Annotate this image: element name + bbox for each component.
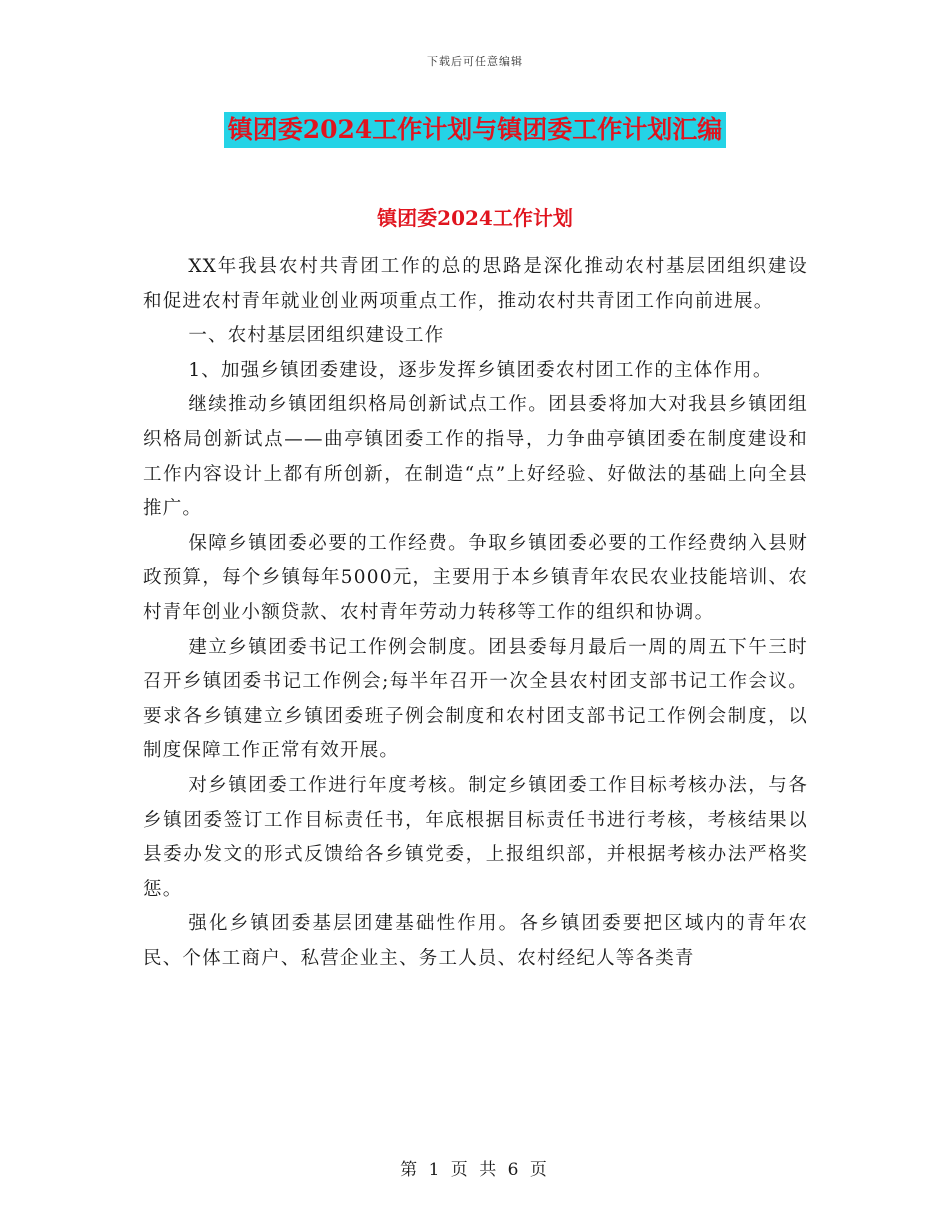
paragraph: 一、农村基层团组织建设工作	[188, 325, 445, 347]
header-note: 下载后可任意编辑	[427, 55, 523, 68]
paragraph: XX年我县农村共青团工作的总的思路是深化推动农村基层团组织建设和促进农村青年就业创业两项重点工作，推动农村共青团工作向前进展。	[143, 256, 808, 312]
paragraph: 保障乡镇团委必要的工作经费。争取乡镇团委必要的工作经费纳入县财政预算，每个乡镇每年5000元，主要用于本乡镇青年农民农业技能培训、农村青年创业小额贷款、农村青年劳动力转移等工作的组织和协调。	[143, 532, 808, 623]
paragraph: 继续推动乡镇团组织格局创新试点工作。团县委将加大对我县乡镇团组织格局创新试点——曲亭镇团委工作的指导，力争曲亭镇团委在制度建设和工作内容设计上都有所创新，在制造“点”上好经验、好做法的基础上向全县推广。	[143, 394, 808, 520]
section-title: 镇团委2024工作计划	[377, 206, 573, 230]
paragraph: 1、加强乡镇团委建设，逐步发挥乡镇团委农村团工作的主体作用。	[188, 359, 773, 381]
paragraph: 对乡镇团委工作进行年度考核。制定乡镇团委工作目标考核办法，与各乡镇团委签订工作目标责任书，年底根据目标责任书进行考核，考核结果以县委办发文的形式反馈给各乡镇党委，上报组织部，并根据考核办法严格奖惩。	[143, 774, 808, 900]
document-title-container	[0, 112, 950, 148]
paragraph: 建立乡镇团委书记工作例会制度。团县委每月最后一周的周五下午三时召开乡镇团委书记工作例会;每半年召开一次全县农村团支部书记工作会议。要求各乡镇建立乡镇团委班子例会制度和农村团支部书记工作例会制度，以制度保障工作正常有效开展。	[143, 636, 808, 762]
paragraph: 强化乡镇团委基层团建基础性作用。各乡镇团委要把区域内的青年农民、个体工商户、私营企业主、务工人员、农村经纪人等各类青	[143, 913, 808, 969]
document-title: 镇团委2024工作计划与镇团委工作计划汇编	[224, 112, 727, 148]
body-text	[143, 250, 808, 976]
page-number-footer: 第 1 页 共 6 页	[400, 1160, 550, 1180]
